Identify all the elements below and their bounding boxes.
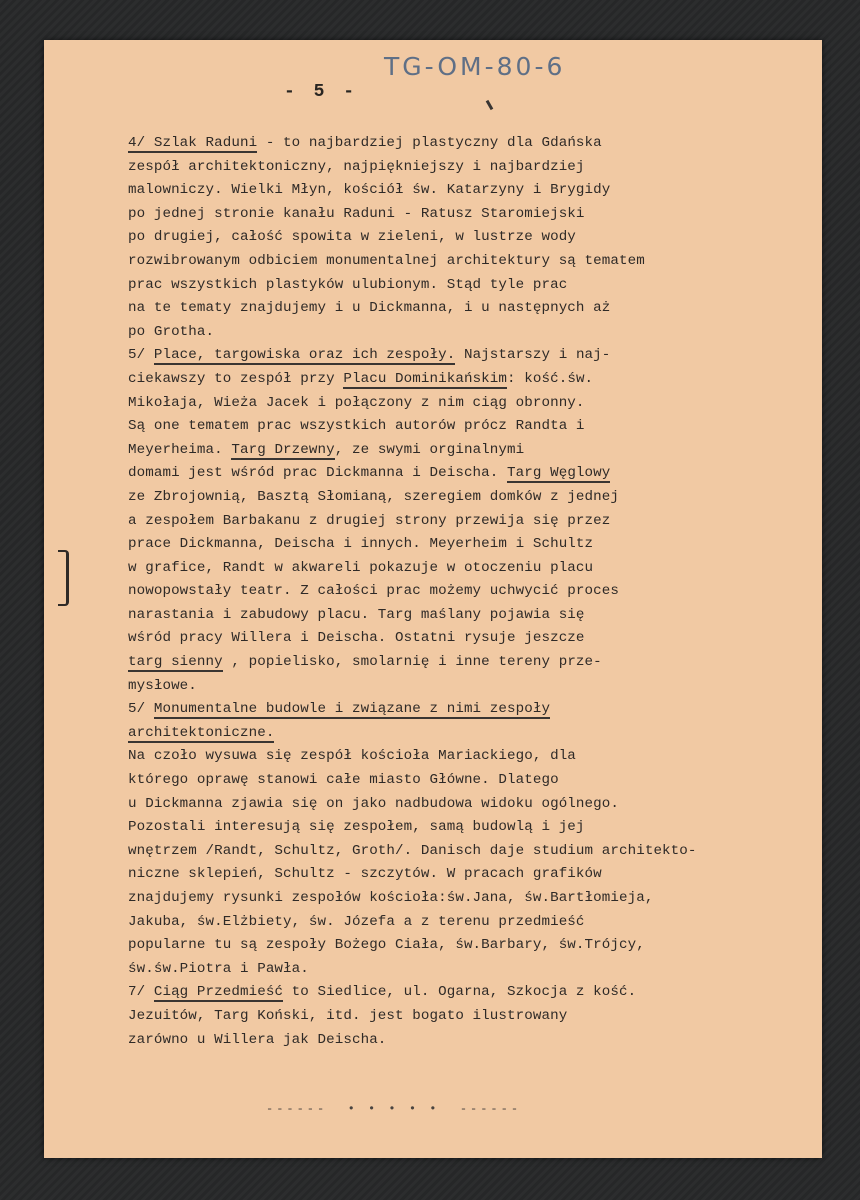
paragraph-p5b xyxy=(128,698,814,981)
text-segment: , popielisko, smolarnię i inne tereny prze- xyxy=(222,654,602,671)
text-line xyxy=(128,769,814,793)
text-segment: Są one tematem prac wszystkich autorów prócz Randta i xyxy=(128,418,585,435)
text-line xyxy=(128,392,814,416)
archive-reference-mark: TG-OM-80-6 xyxy=(384,52,566,81)
text-segment: po Grotha. xyxy=(128,323,215,340)
text-segment: Meyerheima. xyxy=(128,441,232,458)
text-segment: Jakuba, św.Elżbiety, św. Józefa a z terenu przedmieść xyxy=(128,913,585,930)
text-segment: mysłowe. xyxy=(128,677,197,694)
text-line xyxy=(128,344,814,368)
text-line xyxy=(128,486,814,510)
underlined-heading: Ciąg Przedmieść xyxy=(153,984,284,1001)
document-page xyxy=(44,40,822,1158)
text-line xyxy=(128,203,814,227)
text-segment: a zespołem Barbakanu z drugiej strony przewija się przez xyxy=(128,512,611,529)
underlined-heading: architektoniczne. xyxy=(128,724,275,741)
text-line xyxy=(128,250,814,274)
text-line xyxy=(128,274,814,298)
text-segment: Jezuitów, Targ Koński, itd. jest bogato ilustrowany xyxy=(128,1007,568,1024)
text-segment: zespół architektoniczny, najpiękniejszy i najbardziej xyxy=(128,158,585,175)
text-line xyxy=(128,368,814,392)
text-line xyxy=(128,156,814,180)
text-segment: Najstarszy i naj- xyxy=(455,347,611,364)
text-segment: 5/ xyxy=(128,701,154,718)
text-line xyxy=(128,840,814,864)
text-line xyxy=(128,179,814,203)
text-segment: rozwibrowanym odbiciem monumentalnej architektury są tematem xyxy=(128,252,645,269)
text-segment: którego oprawę stanowi całe miasto Główne. Dlatego xyxy=(128,772,559,789)
text-segment: domami jest wśród prac Dickmanna i Deischa. xyxy=(128,465,508,482)
text-segment: niczne sklepień, Schultz - szczytów. W pracach grafików xyxy=(128,866,602,883)
text-segment: nowopowstały teatr. Z całości prac możemy uchwycić proces xyxy=(128,583,619,600)
underlined-heading: Targ Węglowy xyxy=(507,465,611,482)
text-segment: , ze swymi orginalnymi xyxy=(334,441,525,458)
text-segment: w grafice, Randt w akwareli pokazuje w otoczeniu placu xyxy=(128,559,594,576)
paragraph-p4 xyxy=(128,132,814,344)
text-line xyxy=(128,651,814,675)
text-line xyxy=(128,462,814,486)
underlined-heading: Place, targowiska oraz ich zespoły. xyxy=(153,347,456,364)
paragraph-p5a xyxy=(128,344,814,698)
text-line xyxy=(128,911,814,935)
text-line xyxy=(128,981,814,1005)
text-segment: św.św.Piotra i Pawła. xyxy=(128,960,309,977)
text-segment: Pozostali interesują się zespołem, samą budowlą i jej xyxy=(128,819,585,836)
paragraph-p7 xyxy=(128,981,814,1052)
text-line xyxy=(128,1005,814,1029)
pen-mark xyxy=(486,100,494,110)
text-line xyxy=(128,958,814,982)
text-line xyxy=(128,627,814,651)
text-line xyxy=(128,297,814,321)
text-line xyxy=(128,745,814,769)
text-line xyxy=(128,675,814,699)
text-segment: u Dickmanna zjawia się on jako nadbudowa widoku ogólnego. xyxy=(128,795,619,812)
text-line xyxy=(128,816,814,840)
text-segment: 5/ xyxy=(128,347,154,364)
text-segment: popularne tu są zespoły Bożego Ciała, św.Barbary, św.Trójcy, xyxy=(128,937,645,954)
text-segment: malowniczy. Wielki Młyn, kościół św. Katarzyny i Brygidy xyxy=(128,182,611,199)
text-line xyxy=(128,1029,814,1053)
text-line xyxy=(128,722,814,746)
underlined-heading: Placu Dominikańskim xyxy=(343,370,508,387)
underlined-heading: Targ Drzewny xyxy=(231,441,335,458)
text-segment: prace Dickmanna, Deischa i innych. Meyerheim i Schultz xyxy=(128,536,594,553)
text-segment: 7/ xyxy=(128,984,154,1001)
text-segment: : kość.św. xyxy=(507,370,594,387)
text-line xyxy=(128,698,814,722)
text-segment: Mikołaja, Wieża Jacek i połączony z nim ciąg obronny. xyxy=(128,394,585,411)
text-segment: prac wszystkich plastyków ulubionym. Stąd tyle prac xyxy=(128,276,568,293)
text-segment: wśród pracy Willera i Deischa. Ostatni rysuje jeszcze xyxy=(128,630,585,647)
text-segment: narastania i zabudowy placu. Targ maślany pojawia się xyxy=(128,606,585,623)
text-segment: na te tematy znajdujemy i u Dickmanna, i u następnych aż xyxy=(128,300,611,317)
margin-bracket-mark xyxy=(58,550,69,606)
underlined-heading: targ sienny xyxy=(128,654,223,671)
text-line xyxy=(128,604,814,628)
text-segment: zarówno u Willera jak Deischa. xyxy=(128,1031,387,1048)
text-line xyxy=(128,863,814,887)
text-segment: ciekawszy to zespół przy xyxy=(128,370,344,387)
end-of-text-marks: ------ • • • • • ------ xyxy=(266,1102,522,1116)
text-line xyxy=(128,439,814,463)
underlined-heading: 4/ Szlak Raduni xyxy=(128,135,258,151)
underlined-heading: Monumentalne budowle i związane z nimi zespoły xyxy=(153,701,551,718)
text-line xyxy=(128,533,814,557)
text-segment: Na czoło wysuwa się zespół kościoła Mariackiego, dla xyxy=(128,748,576,765)
text-segment: po drugiej, całość spowita w zieleni, w lustrze wody xyxy=(128,229,576,246)
text-segment: - to najbardziej plastyczny dla Gdańska xyxy=(257,135,602,151)
text-segment: wnętrzem /Randt, Schultz, Groth/. Danisch daje studium architekto- xyxy=(128,842,697,859)
page-number: - 5 - xyxy=(284,82,359,102)
text-line xyxy=(128,321,814,345)
text-line xyxy=(128,580,814,604)
text-segment: to Siedlice, ul. Ogarna, Szkocja z kość. xyxy=(283,984,637,1001)
text-line xyxy=(128,415,814,439)
text-segment: ze Zbrojownią, Basztą Słomianą, szeregiem domków z jednej xyxy=(128,488,619,505)
text-line xyxy=(128,510,814,534)
text-segment: po jednej stronie kanału Raduni - Ratusz Staromiejski xyxy=(128,205,585,222)
text-line xyxy=(128,793,814,817)
text-line xyxy=(128,934,814,958)
document-body xyxy=(128,132,814,1052)
text-line xyxy=(128,132,814,156)
text-line xyxy=(128,226,814,250)
text-segment: znajdujemy rysunki zespołów kościoła:św.Jana, św.Bartłomieja, xyxy=(128,890,654,906)
text-line xyxy=(128,557,814,581)
text-line xyxy=(128,887,814,911)
paragraph-container xyxy=(128,132,814,1052)
